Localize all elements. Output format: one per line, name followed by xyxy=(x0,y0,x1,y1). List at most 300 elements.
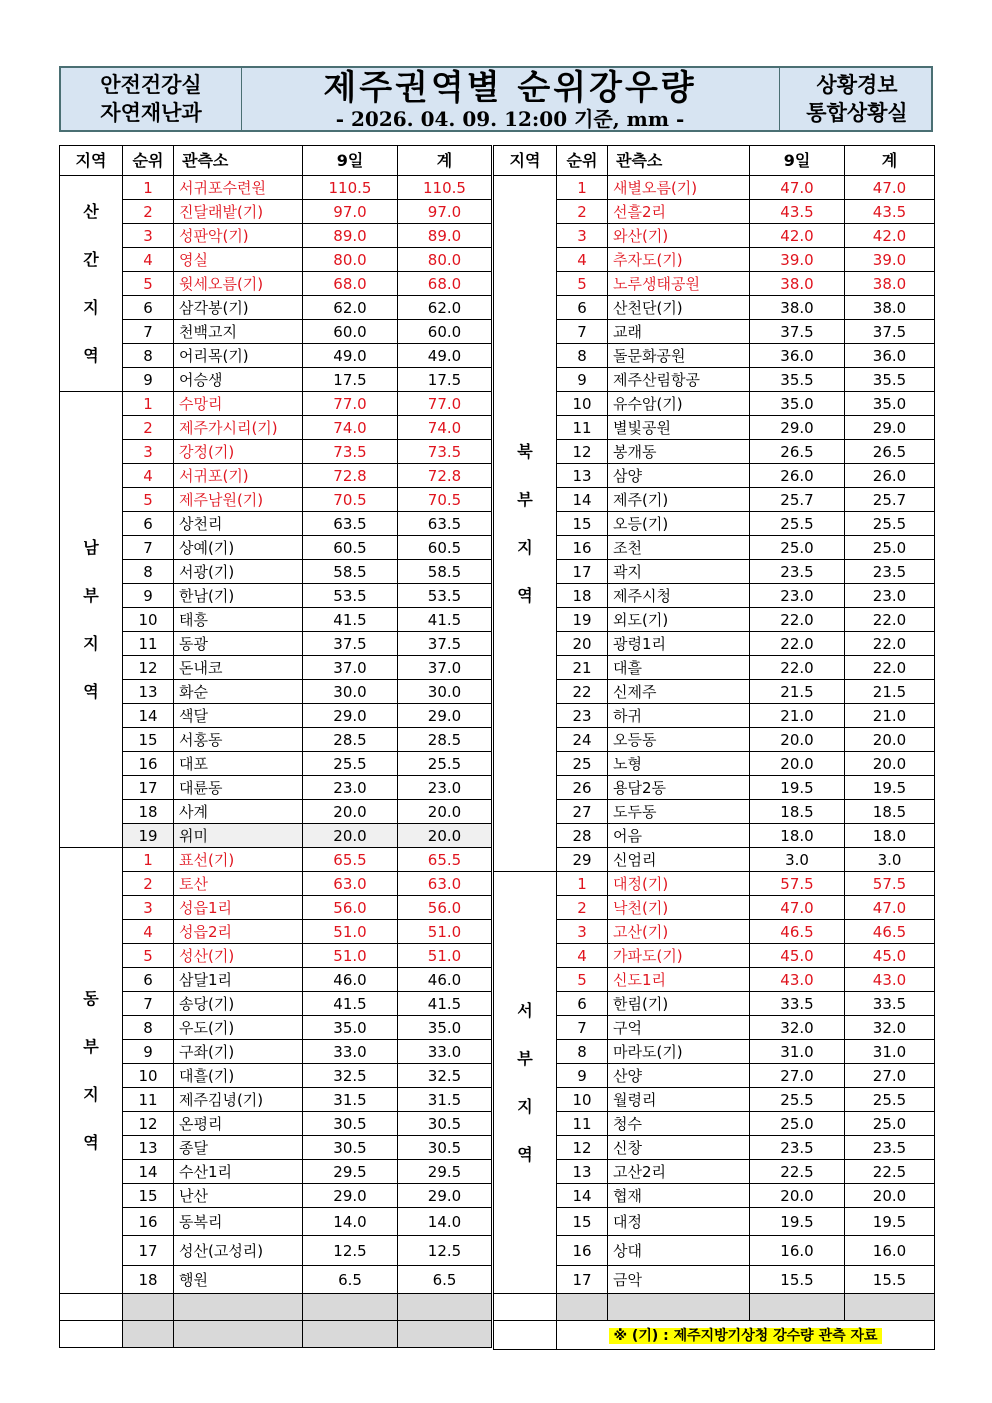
day-rainfall-cell: 23.0 xyxy=(750,584,845,608)
rank-cell: 20 xyxy=(557,632,608,656)
rank-cell: 17 xyxy=(557,560,608,584)
empty-cell xyxy=(174,1321,303,1348)
station-name-cell: 제주(기) xyxy=(608,488,750,512)
station-name-cell: 대흘(기) xyxy=(174,1064,303,1088)
total-rainfall-cell: 47.0 xyxy=(845,176,935,200)
day-rainfall-cell: 46.5 xyxy=(750,920,845,944)
rank-cell: 23 xyxy=(557,704,608,728)
station-name-cell: 신창 xyxy=(608,1136,750,1160)
day-rainfall-cell: 33.5 xyxy=(750,992,845,1016)
day-rainfall-cell: 14.0 xyxy=(303,1208,398,1236)
rank-cell: 12 xyxy=(123,656,174,680)
station-column-header: 관측소 xyxy=(174,146,303,176)
station-name-cell: 청수 xyxy=(608,1112,750,1136)
rank-cell: 1 xyxy=(123,848,174,872)
table-row xyxy=(60,680,492,704)
total-rainfall-cell: 25.5 xyxy=(845,1088,935,1112)
station-name-cell: 봉개동 xyxy=(608,440,750,464)
day-rainfall-cell: 47.0 xyxy=(750,176,845,200)
rank-cell: 21 xyxy=(557,656,608,680)
table-row xyxy=(494,368,935,392)
station-name-cell: 어리목(기) xyxy=(174,344,303,368)
rank-cell: 10 xyxy=(557,392,608,416)
station-name-cell: 제주남원(기) xyxy=(174,488,303,512)
station-name-cell: 위미 xyxy=(174,824,303,848)
day-rainfall-cell: 12.5 xyxy=(303,1236,398,1266)
table-row xyxy=(60,752,492,776)
table-row xyxy=(494,1236,935,1266)
day-rainfall-cell: 23.5 xyxy=(750,1136,845,1160)
rank-cell: 5 xyxy=(123,272,174,296)
station-name-cell: 대정 xyxy=(608,1208,750,1236)
table-row xyxy=(494,320,935,344)
station-name-cell: 윗세오름(기) xyxy=(174,272,303,296)
table-row xyxy=(494,1112,935,1136)
total-rainfall-cell: 29.5 xyxy=(398,1160,492,1184)
rank-cell: 15 xyxy=(123,1184,174,1208)
table-row xyxy=(60,920,492,944)
table-row xyxy=(494,1160,935,1184)
day-rainfall-cell: 23.5 xyxy=(750,560,845,584)
region-label-south: 남 부 지 역 xyxy=(60,392,123,848)
total-rainfall-cell: 30.5 xyxy=(398,1112,492,1136)
table-row xyxy=(494,776,935,800)
rank-cell: 7 xyxy=(557,1016,608,1040)
table-row xyxy=(60,368,492,392)
day-rainfall-cell: 41.5 xyxy=(303,992,398,1016)
day-rainfall-cell: 28.5 xyxy=(303,728,398,752)
table-row xyxy=(60,896,492,920)
station-name-cell: 새별오름(기) xyxy=(608,176,750,200)
station-name-cell: 제주가시리(기) xyxy=(174,416,303,440)
station-name-cell: 서홍동 xyxy=(174,728,303,752)
total-rainfall-cell: 22.0 xyxy=(845,608,935,632)
station-name-cell: 오등동 xyxy=(608,728,750,752)
station-name-cell: 마라도(기) xyxy=(608,1040,750,1064)
station-name-cell: 행원 xyxy=(174,1266,303,1294)
day-rainfall-cell: 63.5 xyxy=(303,512,398,536)
table-header-row xyxy=(494,146,935,176)
station-name-cell: 하귀 xyxy=(608,704,750,728)
table-row xyxy=(60,1112,492,1136)
station-name-cell: 성산(고성리) xyxy=(174,1236,303,1266)
day-rainfall-cell: 68.0 xyxy=(303,272,398,296)
station-name-cell: 난산 xyxy=(174,1184,303,1208)
total-rainfall-cell: 32.0 xyxy=(845,1016,935,1040)
table-row xyxy=(494,512,935,536)
total-rainfall-cell: 39.0 xyxy=(845,248,935,272)
rank-cell: 7 xyxy=(123,320,174,344)
rank-cell: 10 xyxy=(123,1064,174,1088)
rank-cell: 25 xyxy=(557,752,608,776)
station-name-cell: 제주시청 xyxy=(608,584,750,608)
day-column-header: 9일 xyxy=(750,146,845,176)
table-row xyxy=(494,872,935,896)
total-rainfall-cell: 26.0 xyxy=(845,464,935,488)
table-row xyxy=(494,608,935,632)
table-row xyxy=(494,944,935,968)
station-name-cell: 동복리 xyxy=(174,1208,303,1236)
total-rainfall-cell: 77.0 xyxy=(398,392,492,416)
total-rainfall-cell: 53.5 xyxy=(398,584,492,608)
table-row xyxy=(494,968,935,992)
total-rainfall-cell: 27.0 xyxy=(845,1064,935,1088)
day-rainfall-cell: 17.5 xyxy=(303,368,398,392)
region-column-header: 지역 xyxy=(60,146,123,176)
page-subtitle: - 2026. 04. 09. 12:00 기준, mm - xyxy=(335,107,685,131)
total-rainfall-cell: 15.5 xyxy=(845,1266,935,1294)
day-rainfall-cell: 20.0 xyxy=(750,1184,845,1208)
rank-cell: 5 xyxy=(123,944,174,968)
total-rainfall-cell: 25.5 xyxy=(845,512,935,536)
office-box xyxy=(779,68,934,130)
rank-cell: 1 xyxy=(123,392,174,416)
rank-cell: 2 xyxy=(123,200,174,224)
station-name-cell: 산양 xyxy=(608,1064,750,1088)
table-row xyxy=(494,704,935,728)
department-line-2: 자연재난과 xyxy=(100,101,202,125)
note-row xyxy=(494,1321,935,1350)
station-name-cell: 신제주 xyxy=(608,680,750,704)
left-rainfall-table xyxy=(59,145,492,1348)
station-name-cell: 상대 xyxy=(608,1236,750,1266)
table-row xyxy=(60,1266,492,1294)
table-row xyxy=(60,632,492,656)
total-rainfall-cell: 43.0 xyxy=(845,968,935,992)
rank-cell: 5 xyxy=(123,488,174,512)
total-rainfall-cell: 20.0 xyxy=(845,728,935,752)
station-name-cell: 진달래밭(기) xyxy=(174,200,303,224)
table-row xyxy=(494,896,935,920)
note-region-cell xyxy=(494,1321,557,1350)
total-rainfall-cell: 21.5 xyxy=(845,680,935,704)
day-rainfall-cell: 22.0 xyxy=(750,632,845,656)
station-name-cell: 서광(기) xyxy=(174,560,303,584)
rank-cell: 9 xyxy=(123,368,174,392)
day-rainfall-cell: 35.0 xyxy=(750,392,845,416)
total-rainfall-cell: 110.5 xyxy=(398,176,492,200)
total-rainfall-cell: 35.5 xyxy=(845,368,935,392)
day-rainfall-cell: 29.0 xyxy=(303,1184,398,1208)
station-name-cell: 도두동 xyxy=(608,800,750,824)
day-rainfall-cell: 30.5 xyxy=(303,1136,398,1160)
station-name-cell: 수망리 xyxy=(174,392,303,416)
total-rainfall-cell: 41.5 xyxy=(398,992,492,1016)
total-rainfall-cell: 41.5 xyxy=(398,608,492,632)
table-row xyxy=(494,680,935,704)
table-row xyxy=(60,1064,492,1088)
region-label-mountain: 산 간 지 역 xyxy=(60,176,123,392)
station-name-cell: 표선(기) xyxy=(174,848,303,872)
day-rainfall-cell: 25.7 xyxy=(750,488,845,512)
station-name-cell: 노형 xyxy=(608,752,750,776)
source-note: ※ (기) : 제주지방기상청 강수량 관측 자료 xyxy=(609,1328,881,1344)
day-rainfall-cell: 97.0 xyxy=(303,200,398,224)
total-rainfall-cell: 25.5 xyxy=(398,752,492,776)
rank-cell: 13 xyxy=(123,1136,174,1160)
total-rainfall-cell: 56.0 xyxy=(398,896,492,920)
rank-cell: 9 xyxy=(123,1040,174,1064)
office-line-1: 상황경보 xyxy=(816,73,898,97)
total-rainfall-cell: 51.0 xyxy=(398,920,492,944)
empty-cell xyxy=(398,1321,492,1348)
station-name-cell: 가파도(기) xyxy=(608,944,750,968)
total-rainfall-cell: 46.5 xyxy=(845,920,935,944)
total-rainfall-cell: 29.0 xyxy=(398,704,492,728)
empty-cell xyxy=(845,1294,935,1321)
rank-cell: 16 xyxy=(557,1236,608,1266)
total-rainfall-cell: 38.0 xyxy=(845,272,935,296)
rank-cell: 7 xyxy=(557,320,608,344)
table-row xyxy=(494,800,935,824)
page-title: 제주권역별 순위강우량 xyxy=(323,68,697,108)
station-name-cell: 한남(기) xyxy=(174,584,303,608)
table-row xyxy=(494,1266,935,1294)
rank-cell: 10 xyxy=(557,1088,608,1112)
rank-cell: 8 xyxy=(123,1016,174,1040)
table-row xyxy=(494,632,935,656)
rank-cell: 1 xyxy=(557,176,608,200)
day-rainfall-cell: 3.0 xyxy=(750,848,845,872)
total-rainfall-cell: 37.5 xyxy=(398,632,492,656)
table-row xyxy=(494,176,935,200)
rank-cell: 12 xyxy=(123,1112,174,1136)
empty-cell xyxy=(750,1294,845,1321)
station-name-cell: 삼양 xyxy=(608,464,750,488)
station-name-cell: 화순 xyxy=(174,680,303,704)
day-rainfall-cell: 38.0 xyxy=(750,296,845,320)
empty-cell xyxy=(303,1294,398,1321)
total-rainfall-cell: 30.5 xyxy=(398,1136,492,1160)
day-rainfall-cell: 49.0 xyxy=(303,344,398,368)
total-rainfall-cell: 20.0 xyxy=(845,1184,935,1208)
total-rainfall-cell: 68.0 xyxy=(398,272,492,296)
total-rainfall-cell: 62.0 xyxy=(398,296,492,320)
rank-cell: 24 xyxy=(557,728,608,752)
day-rainfall-cell: 37.5 xyxy=(750,320,845,344)
table-row xyxy=(60,1236,492,1266)
total-rainfall-cell: 51.0 xyxy=(398,944,492,968)
rank-cell: 3 xyxy=(123,224,174,248)
day-rainfall-cell: 18.5 xyxy=(750,800,845,824)
empty-cell xyxy=(123,1294,174,1321)
table-row xyxy=(60,704,492,728)
rank-cell: 13 xyxy=(557,464,608,488)
day-rainfall-cell: 30.5 xyxy=(303,1112,398,1136)
total-rainfall-cell: 19.5 xyxy=(845,1208,935,1236)
table-row xyxy=(60,848,492,872)
station-name-cell: 토산 xyxy=(174,872,303,896)
rank-cell: 6 xyxy=(123,296,174,320)
station-name-cell: 삼각봉(기) xyxy=(174,296,303,320)
day-rainfall-cell: 20.0 xyxy=(750,752,845,776)
day-rainfall-cell: 110.5 xyxy=(303,176,398,200)
table-row xyxy=(494,1088,935,1112)
total-rainfall-cell: 25.0 xyxy=(845,1112,935,1136)
day-rainfall-cell: 6.5 xyxy=(303,1266,398,1294)
department-box xyxy=(61,68,242,130)
total-rainfall-cell: 25.7 xyxy=(845,488,935,512)
rank-cell: 3 xyxy=(123,896,174,920)
table-row xyxy=(494,584,935,608)
rank-cell: 3 xyxy=(123,440,174,464)
table-row xyxy=(494,248,935,272)
total-rainfall-cell: 30.0 xyxy=(398,680,492,704)
table-row xyxy=(60,560,492,584)
table-row xyxy=(494,200,935,224)
total-rainfall-cell: 33.5 xyxy=(845,992,935,1016)
note-cell xyxy=(557,1321,935,1350)
table-row xyxy=(494,920,935,944)
station-name-cell: 상천리 xyxy=(174,512,303,536)
table-row xyxy=(60,536,492,560)
rank-cell: 28 xyxy=(557,824,608,848)
day-rainfall-cell: 43.5 xyxy=(750,200,845,224)
table-row xyxy=(60,248,492,272)
station-name-cell: 신도1리 xyxy=(608,968,750,992)
table-row xyxy=(494,992,935,1016)
station-name-cell: 송당(기) xyxy=(174,992,303,1016)
total-rainfall-cell: 37.0 xyxy=(398,656,492,680)
empty-row xyxy=(494,1294,935,1321)
rank-cell: 27 xyxy=(557,800,608,824)
table-row xyxy=(494,416,935,440)
table-row xyxy=(494,1016,935,1040)
rank-cell: 1 xyxy=(123,176,174,200)
table-row xyxy=(494,440,935,464)
station-name-cell: 낙천(기) xyxy=(608,896,750,920)
table-row xyxy=(60,416,492,440)
table-row xyxy=(60,200,492,224)
table-row xyxy=(60,272,492,296)
day-rainfall-cell: 29.0 xyxy=(303,704,398,728)
empty-cell xyxy=(557,1294,608,1321)
rank-cell: 8 xyxy=(123,560,174,584)
rank-cell: 13 xyxy=(123,680,174,704)
total-rainfall-cell: 43.5 xyxy=(845,200,935,224)
station-name-cell: 선흘2리 xyxy=(608,200,750,224)
table-row xyxy=(60,992,492,1016)
rank-cell: 8 xyxy=(557,1040,608,1064)
day-rainfall-cell: 47.0 xyxy=(750,896,845,920)
total-rainfall-cell: 23.0 xyxy=(398,776,492,800)
table-row xyxy=(494,752,935,776)
rank-cell: 1 xyxy=(557,872,608,896)
rank-cell: 18 xyxy=(123,800,174,824)
day-rainfall-cell: 37.5 xyxy=(303,632,398,656)
rank-cell: 19 xyxy=(123,824,174,848)
station-name-cell: 별빛공원 xyxy=(608,416,750,440)
day-rainfall-cell: 36.0 xyxy=(750,344,845,368)
total-rainfall-cell: 38.0 xyxy=(845,296,935,320)
day-rainfall-cell: 20.0 xyxy=(750,728,845,752)
table-row xyxy=(60,176,492,200)
table-row xyxy=(60,800,492,824)
total-rainfall-cell: 35.0 xyxy=(845,392,935,416)
rank-cell: 3 xyxy=(557,224,608,248)
rank-cell: 11 xyxy=(557,416,608,440)
table-row xyxy=(60,1184,492,1208)
total-rainfall-cell: 36.0 xyxy=(845,344,935,368)
station-name-cell: 성산(기) xyxy=(174,944,303,968)
rank-cell: 4 xyxy=(123,248,174,272)
total-rainfall-cell: 22.0 xyxy=(845,632,935,656)
station-name-cell: 어승생 xyxy=(174,368,303,392)
day-rainfall-cell: 42.0 xyxy=(750,224,845,248)
rank-cell: 9 xyxy=(557,1064,608,1088)
region-label-north: 북 부 지 역 xyxy=(494,176,557,872)
day-rainfall-cell: 56.0 xyxy=(303,896,398,920)
table-row xyxy=(60,872,492,896)
day-rainfall-cell: 25.5 xyxy=(750,512,845,536)
rank-cell: 18 xyxy=(123,1266,174,1294)
table-row xyxy=(494,560,935,584)
table-row xyxy=(60,320,492,344)
rank-cell: 15 xyxy=(557,1208,608,1236)
total-rainfall-cell: 35.0 xyxy=(398,1016,492,1040)
day-rainfall-cell: 57.5 xyxy=(750,872,845,896)
table-row xyxy=(60,392,492,416)
station-name-cell: 신엄리 xyxy=(608,848,750,872)
rank-cell: 4 xyxy=(557,944,608,968)
total-rainfall-cell: 20.0 xyxy=(398,824,492,848)
rank-cell: 12 xyxy=(557,440,608,464)
rank-cell: 17 xyxy=(123,1236,174,1266)
rank-cell: 8 xyxy=(557,344,608,368)
total-rainfall-cell: 47.0 xyxy=(845,896,935,920)
total-rainfall-cell: 37.5 xyxy=(845,320,935,344)
station-name-cell: 서귀포수련원 xyxy=(174,176,303,200)
empty-cell xyxy=(303,1321,398,1348)
total-rainfall-cell: 45.0 xyxy=(845,944,935,968)
rank-cell: 18 xyxy=(557,584,608,608)
rank-cell: 10 xyxy=(123,608,174,632)
station-name-cell: 고산2리 xyxy=(608,1160,750,1184)
day-rainfall-cell: 25.5 xyxy=(750,1088,845,1112)
station-name-cell: 색달 xyxy=(174,704,303,728)
rank-cell: 2 xyxy=(557,896,608,920)
day-rainfall-cell: 70.5 xyxy=(303,488,398,512)
total-rainfall-cell: 22.5 xyxy=(845,1160,935,1184)
total-rainfall-cell: 3.0 xyxy=(845,848,935,872)
total-rainfall-cell: 57.5 xyxy=(845,872,935,896)
table-row xyxy=(60,1040,492,1064)
total-rainfall-cell: 73.5 xyxy=(398,440,492,464)
day-rainfall-cell: 74.0 xyxy=(303,416,398,440)
rank-cell: 17 xyxy=(557,1266,608,1294)
table-row xyxy=(60,1136,492,1160)
day-rainfall-cell: 51.0 xyxy=(303,944,398,968)
rank-cell: 29 xyxy=(557,848,608,872)
day-rainfall-cell: 19.5 xyxy=(750,1208,845,1236)
table-row xyxy=(60,656,492,680)
rank-cell: 6 xyxy=(123,968,174,992)
station-name-cell: 삼달1리 xyxy=(174,968,303,992)
day-rainfall-cell: 62.0 xyxy=(303,296,398,320)
day-rainfall-cell: 15.5 xyxy=(750,1266,845,1294)
total-rainfall-cell: 17.5 xyxy=(398,368,492,392)
region-label-west: 서 부 지 역 xyxy=(494,872,557,1294)
total-column-header: 계 xyxy=(398,146,492,176)
total-rainfall-cell: 46.0 xyxy=(398,968,492,992)
rank-cell: 12 xyxy=(557,1136,608,1160)
table-row xyxy=(60,464,492,488)
rank-cell: 4 xyxy=(123,920,174,944)
day-rainfall-cell: 38.0 xyxy=(750,272,845,296)
total-rainfall-cell: 42.0 xyxy=(845,224,935,248)
station-name-cell: 제주산림항공 xyxy=(608,368,750,392)
day-rainfall-cell: 45.0 xyxy=(750,944,845,968)
